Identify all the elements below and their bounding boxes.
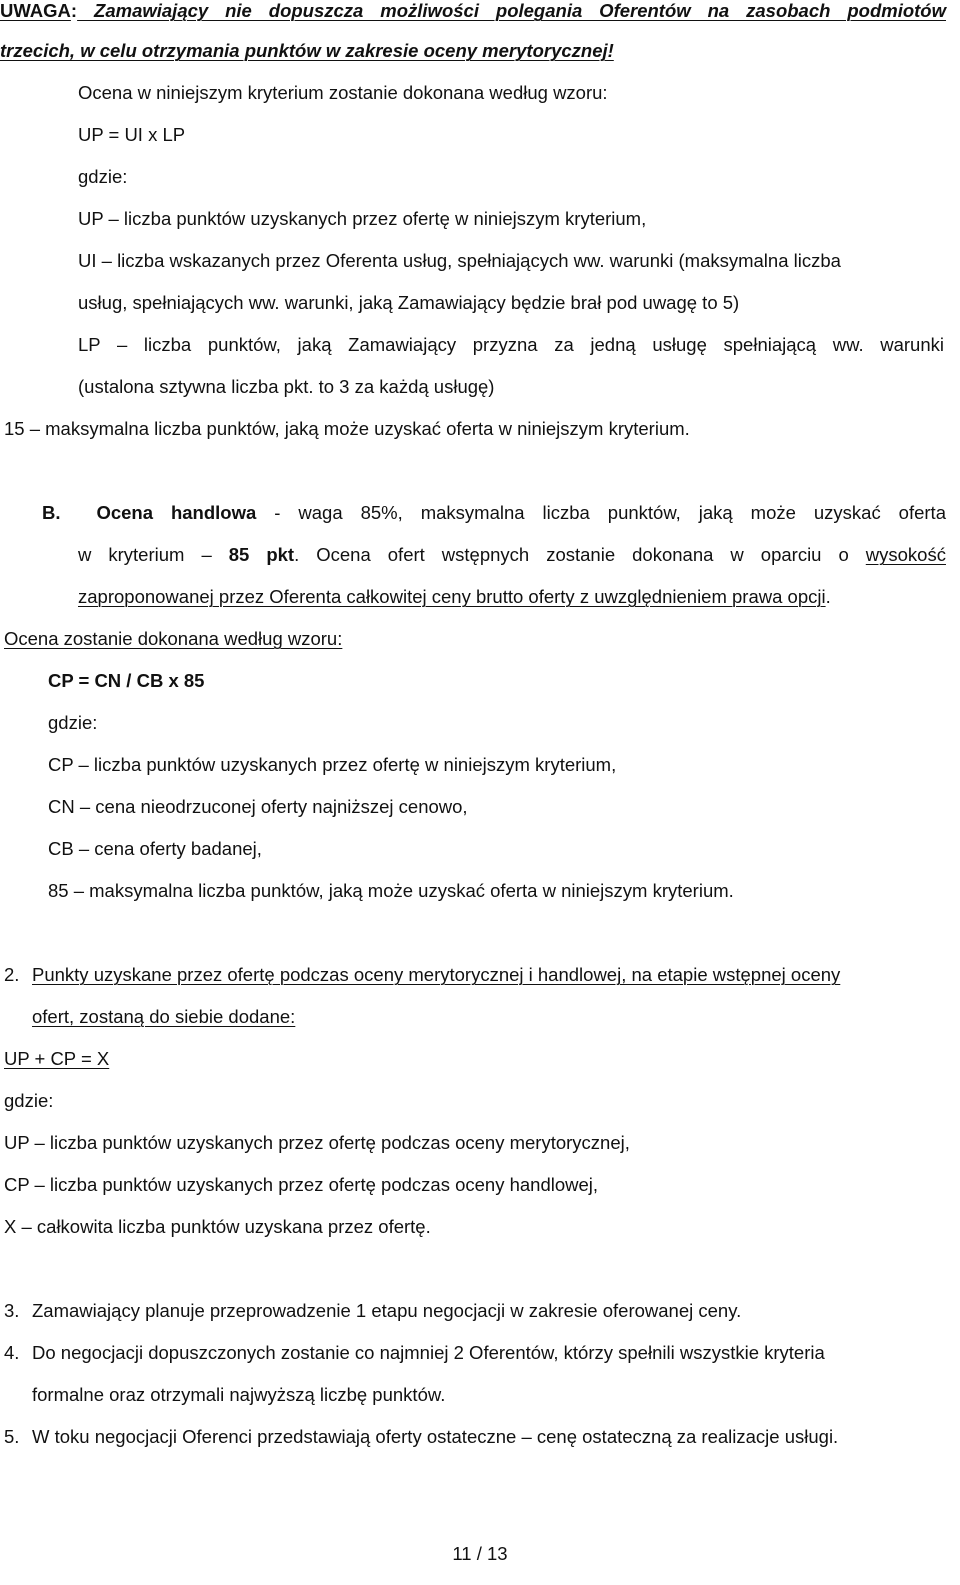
commercial-points: 85 pkt — [228, 544, 295, 565]
points-sum-x-definition: X – całkowita liczba punktów uzyskana przez ofertę. — [4, 1216, 431, 1237]
points-sum-up-definition: UP – liczba punktów uzyskanych przez ofertę podczas oceny merytorycznej, — [4, 1132, 630, 1153]
points-sum-line-2: ofert, zostaną do siebie dodane: — [32, 1006, 296, 1027]
commercial-where: gdzie: — [48, 712, 98, 733]
list-number: 3. — [4, 1300, 20, 1321]
merit-max-definition: 15 – maksymalna liczba punktów, jaką może uzyskać oferta w niniejszym kryterium. — [4, 418, 690, 439]
commercial-heading: Ocena handlowa — [96, 502, 257, 523]
points-sum-formula: UP + CP = X — [4, 1048, 110, 1069]
warning-line-1: UWAGA: Zamawiający nie dopuszcza możliwości polegania Oferentów na zasobach podmiotów — [0, 0, 946, 21]
list-item-continuation: formalne oraz otrzymali najwyższą liczbę punktów. — [32, 1384, 446, 1405]
list-number: 5. — [4, 1426, 20, 1447]
commercial-formula: CP = CN / CB x 85 — [48, 670, 205, 691]
commercial-line-1: B. Ocena handlowa - waga 85%, maksymalna liczba punktów, jaką może uzyskać oferta — [42, 502, 946, 523]
warning-line-2: trzecich, w celu otrzymania punktów w zakresie oceny merytorycznej! — [0, 40, 614, 61]
merit-up-definition: UP – liczba punktów uzyskanych przez ofertę w niniejszym kryterium, — [78, 208, 647, 229]
commercial-cn-definition: CN – cena nieodrzuconej oferty najniższej cenowo, — [48, 796, 468, 817]
warning-label: UWAGA — [0, 0, 71, 21]
list-item: 3. Zamawiający planuje przeprowadzenie 1 etapu negocjacji w zakresie oferowanej ceny. — [4, 1298, 741, 1324]
commercial-max-definition: 85 – maksymalna liczba punktów, jaką może uzyskać oferta w niniejszym kryterium. — [48, 880, 734, 901]
list-item: 5. W toku negocjacji Oferenci przedstawiają oferty ostateczne – cenę ostateczną za realizacje usługi. — [4, 1424, 838, 1450]
points-sum-line-1: 2. Punkty uzyskane przez ofertę podczas oceny merytorycznej i handlowej, na etapie wstępnej oceny — [4, 962, 840, 988]
merit-ui-definition-1: UI – liczba wskazanych przez Oferenta usług, spełniających ww. warunki (maksymalna liczba — [78, 250, 841, 271]
merit-intro: Ocena w niniejszym kryterium zostanie dokonana według wzoru: — [78, 82, 608, 103]
commercial-formula-intro: Ocena zostanie dokonana według wzoru: — [4, 628, 343, 649]
list-number: 2. — [4, 964, 20, 985]
list-number: 4. — [4, 1342, 20, 1363]
merit-formula: UP = UI x LP — [78, 124, 186, 145]
commercial-cp-definition: CP – liczba punktów uzyskanych przez ofertę w niniejszym kryterium, — [48, 754, 617, 775]
points-sum-where: gdzie: — [4, 1090, 54, 1111]
commercial-line-2: w kryterium – 85 pkt. Ocena ofert wstępnych zostanie dokonana w oparciu o wysokość — [78, 544, 946, 565]
merit-lp-definition-1: LP – liczba punktów, jaką Zamawiający przyzna za jedną usługę spełniającą ww. warunki — [78, 334, 944, 355]
merit-lp-definition-2: (ustalona sztywna liczba pkt. to 3 za każdą usługę) — [78, 376, 495, 397]
list-item: 4. Do negocjacji dopuszczonych zostanie co najmniej 2 Oferentów, którzy spełnili wszystkie kryteria — [4, 1340, 825, 1366]
warning-text-1: Zamawiający nie dopuszcza możliwości polegania Oferentów na zasobach podmiotów — [77, 0, 946, 21]
commercial-cb-definition: CB – cena oferty badanej, — [48, 838, 262, 859]
commercial-line-3: zaproponowanej przez Oferenta całkowitej ceny brutto oferty z uwzględnieniem prawa opcji. — [78, 586, 831, 607]
page-number: 11 / 13 — [452, 1543, 508, 1564]
points-sum-cp-definition: CP – liczba punktów uzyskanych przez ofertę podczas oceny handlowej, — [4, 1174, 599, 1195]
merit-where: gdzie: — [78, 166, 128, 187]
merit-ui-definition-2: usług, spełniających ww. warunki, jaką Zamawiający będzie brał pod uwagę to 5) — [78, 292, 740, 313]
commercial-letter: B. — [42, 502, 61, 523]
